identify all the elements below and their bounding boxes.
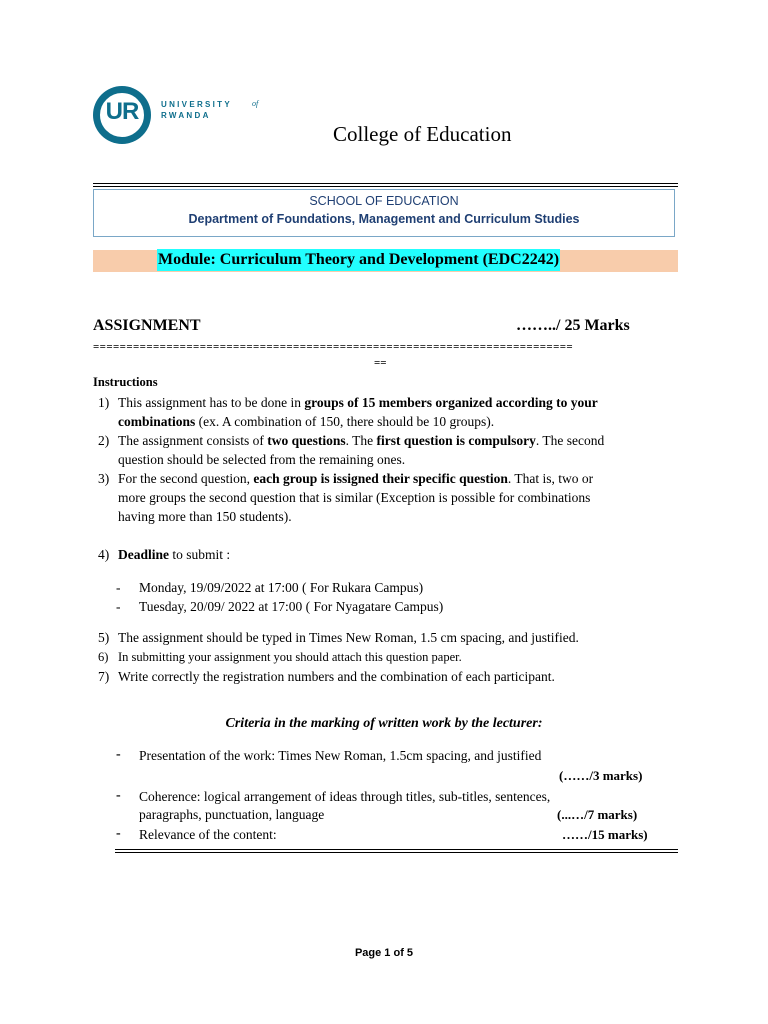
instruction-number: 4) [98, 547, 110, 562]
criteria-coherence-marks: (...…/7 marks) [557, 807, 638, 822]
instruction-7: Write correctly the registration numbers and the combination of each participant. [118, 669, 555, 684]
criteria-relevance-marks: ……/15 marks) [562, 827, 648, 842]
logo-monogram: UR [105, 98, 139, 125]
criteria-bottom-rule [115, 849, 678, 853]
instructions-heading: Instructions [93, 375, 158, 389]
logo-text-rwanda: RWANDA [161, 111, 211, 120]
instruction-number: 6) [98, 650, 109, 664]
deadline-rukara: Monday, 19/09/2022 at 17:00 ( For Rukara Campus) [139, 580, 424, 595]
instruction-2-line2: question should be selected from the remaining ones. [118, 452, 406, 467]
instruction-text: . The [345, 433, 377, 448]
instruction-number: 5) [98, 630, 110, 645]
criteria-dash: - [116, 788, 121, 803]
instruction-emphasis: combinations [118, 414, 196, 429]
deadline-label: Deadline [118, 547, 170, 562]
criteria-dash: - [116, 826, 121, 841]
instruction-3-line1 [118, 469, 678, 488]
instruction-6: In submitting your assignment you should attach this question paper. [118, 650, 462, 664]
assignment-marks: ……../ 25 Marks [516, 317, 630, 334]
instruction-emphasis: two questions [267, 433, 346, 448]
criteria-heading: Criteria in the marking of written work by the lecturer: [225, 716, 543, 731]
school-name: SCHOOL OF EDUCATION [309, 194, 459, 208]
instruction-text: For the second question, [118, 471, 254, 486]
criteria-dash: - [116, 747, 121, 762]
instruction-emphasis: first question is compulsory [376, 433, 536, 448]
instruction-emphasis: groups of 15 members organized according to your [304, 395, 598, 410]
page-number: Page 1 of 5 [354, 947, 414, 959]
school-box [93, 189, 675, 237]
deadline-nyagatare: Tuesday, 20/09/ 2022 at 17:00 ( For Nyagatare Campus) [139, 599, 444, 614]
separator-line-end: == [374, 357, 387, 369]
deadline-dash: - [116, 599, 121, 614]
instruction-4-line1 [118, 545, 678, 564]
criteria-presentation-marks: (……/3 marks) [559, 768, 643, 783]
instruction-1-line2 [118, 412, 678, 431]
module-title: Module: Curriculum Theory and Development (EDC2242) [157, 249, 560, 271]
criteria-coherence-line2: paragraphs, punctuation, language [139, 807, 325, 822]
college-title: College of Education [333, 122, 512, 146]
criteria-relevance: Relevance of the content: [139, 827, 277, 842]
instruction-text: This assignment has to be done in [118, 395, 305, 410]
instruction-2-line1 [118, 431, 678, 450]
instruction-number: 1) [98, 395, 110, 410]
instruction-number: 2) [98, 433, 110, 448]
department-name: Department of Foundations, Management and Curriculum Studies [188, 212, 580, 226]
instruction-number: 7) [98, 669, 110, 684]
separator-line: ======================================================================== [93, 341, 574, 353]
instruction-1-line1 [118, 393, 678, 412]
instruction-3-line2: more groups the second question that is similar (Exception is possible for combinations [118, 490, 591, 505]
logo-text-of: of [252, 99, 259, 108]
instruction-5: The assignment should be typed in Times New Roman, 1.5 cm spacing, and justified. [118, 630, 579, 645]
instruction-text: . The second [535, 433, 605, 448]
deadline-dash: - [116, 580, 121, 595]
assignment-heading: ASSIGNMENT [93, 317, 201, 334]
logo-text-university: UNIVERSITY [161, 100, 233, 109]
instruction-text: The assignment consists of [118, 433, 268, 448]
instruction-text: (ex. A combination of 150, there should be 10 groups). [195, 414, 495, 429]
instruction-3-line3: having more than 150 students). [118, 509, 292, 524]
instruction-text: to submit : [169, 547, 231, 562]
university-logo [93, 86, 273, 156]
instruction-text: . That is, two or [507, 471, 594, 486]
instruction-number: 3) [98, 471, 110, 486]
instruction-emphasis: each group is issigned their specific question [253, 471, 508, 486]
criteria-coherence-line1: Coherence: logical arrangement of ideas through titles, sub-titles, sentences, [139, 789, 551, 804]
header-divider [93, 183, 678, 187]
criteria-presentation: Presentation of the work: Times New Roman, 1.5cm spacing, and justified [139, 748, 542, 763]
